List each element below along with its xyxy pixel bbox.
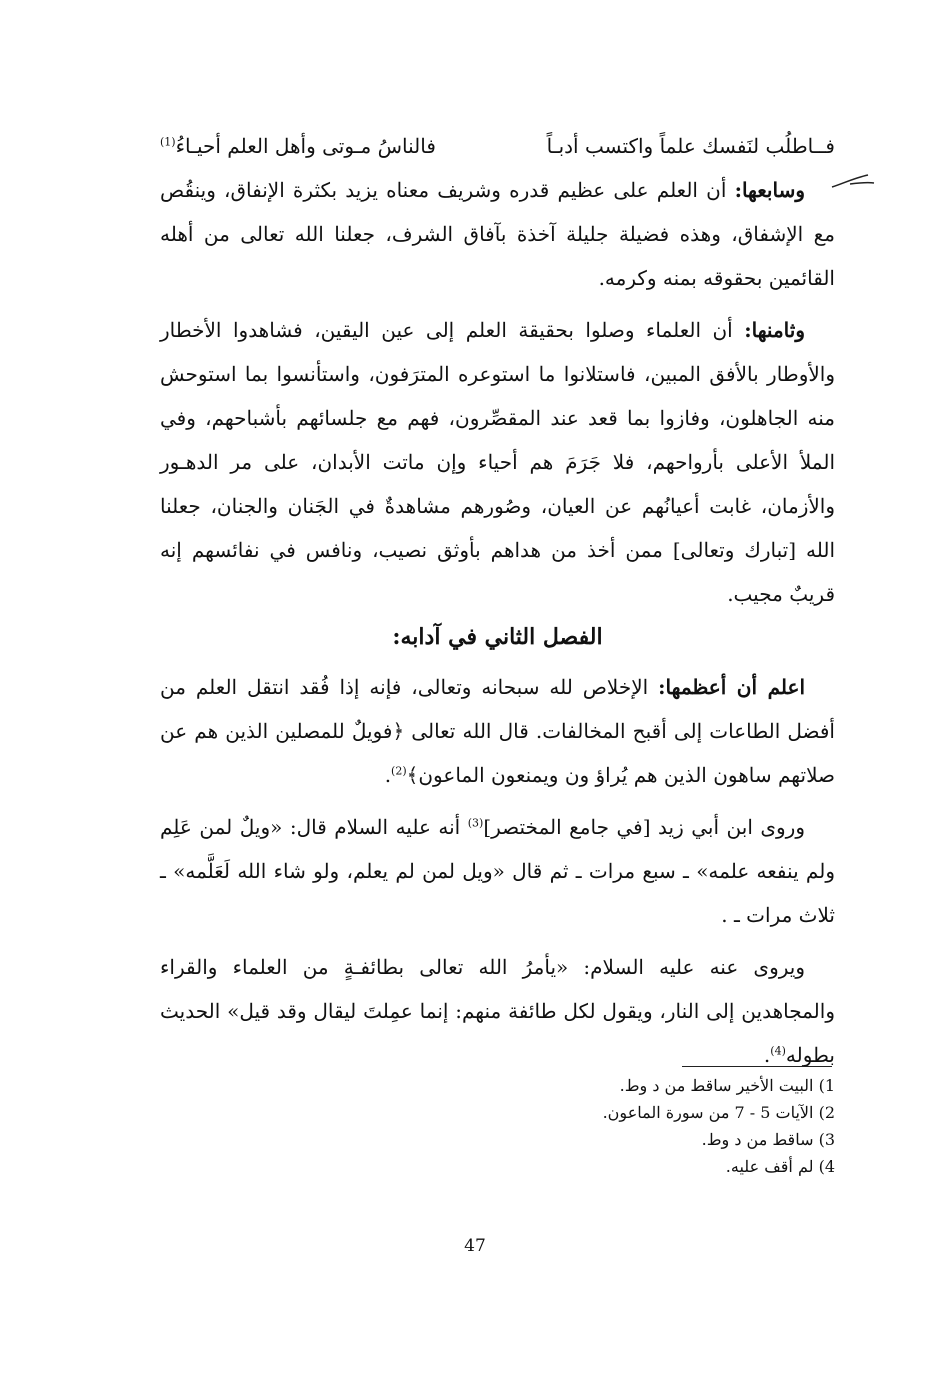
paragraph-ibn-abi-zayd xyxy=(160,805,835,937)
verse-left-text: فالناسُ مـوتى وأهل العلم أحيـاءُ xyxy=(175,134,436,158)
paragraph-sincerity-text: الإخلاص لله سبحانه وتعالى، فإنه إذا فُقد انتقل العلم من أفضل الطاعات إلى أقبح المخالفات. قال الله تعالى ﴿فويلٌ للمصلين الذين هم عن صلاتهم ساهون الذين هم يُراؤ ون ويمنعون الماعون﴾ xyxy=(160,675,835,787)
footnote-item: 1) البيت الأخير ساقط من د وط. xyxy=(619,1076,835,1095)
footnotes xyxy=(430,1072,835,1180)
footnote-ref-1: (1) xyxy=(160,135,176,149)
footnote-ref-3: (3) xyxy=(467,816,484,830)
footnote-item: 3) ساقط من د وط. xyxy=(701,1130,835,1149)
footnote-ref-4: (4) xyxy=(770,1044,786,1058)
footnote-ref-2: (2) xyxy=(391,764,407,778)
paragraph-ibn-abi-zayd-text-b: أنه عليه السلام قال: «ويلٌ لمن عَلِم ولم ينفعه علمه» ـ سبع مرات ـ ثم قال «ويل لمن لم يعلم، ولو شاء الله لَعَلَّمه» ـ ثلاث مرات ـ . xyxy=(160,815,835,927)
footnote-divider xyxy=(682,1066,832,1067)
paragraph-eighth-text: أن العلماء وصلوا بحقيقة العلم إلى عين اليقين، فشاهدوا الأخطار والأوطار بالأفق المبين، فاستلانوا ما استوعره المترَفون، واستأنسوا بما استوحش منه الجاهلون، وفازوا بما قعد عند المقصِّرون، فهم مع جلسائهم بأشباحهم، وفي الملأ الأعلى بأرواحهم، فلا جَرَمَ هم أحياء وإن ماتت الأبدان، على مر الدهـور والأزمان، غابت أعيانُهم عن العيان، وصُورهم مشاهدةٌ في الجَنان والجنان، جعلنا الله [تبارك وتعالى] ممن أخذ من هداهم بأوثق نصيب، ونافس في نفائسهم إنه قريبٌ مجيب. xyxy=(160,318,835,606)
footnote-item: 2) الآيات 5 - 7 من سورة الماعون. xyxy=(602,1103,835,1122)
section-two-body xyxy=(160,665,835,1085)
handwritten-margin-mark-icon xyxy=(828,171,898,195)
verse-right-hemistich: فــاطلُب لنَفسك علماً واكتسب أدبـاً xyxy=(546,134,835,158)
paragraph-sincerity: اعلم أن أعظمها: الإخلاص لله سبحانه وتعالى، فإنه إذا فُقد انتقل العلم من أفضل الطاعات إلى أقبح المخالفات. قال الله تعالى ﴿فويلٌ للمصلين الذين هم عن صلاتهم ساهون الذين هم يُراؤ ون ويمنعون الماعون﴾$^{(2)}$. xyxy=(160,675,835,787)
paragraph-eighth-lead: وثامنها: xyxy=(744,318,805,342)
poetry-verse xyxy=(160,124,835,168)
paragraph-hadith: ويروى عنه عليه السلام: «يأمرُ الله تعالى بطائفـةٍ من العلماء والقراء والمجاهدين إلى النار، ويقول لكل طائفة منهم: إنما عمِلتَ ليقال وقد قيل» الحديث بطوله$^{(4)}$. xyxy=(160,955,835,1067)
paragraph-eighth xyxy=(160,308,835,616)
footnote-item: 4) لم أقف عليه. xyxy=(725,1157,835,1176)
chapter-heading: الفصل الثاني في آدابه: xyxy=(392,624,603,650)
paragraph-seventh xyxy=(160,168,835,300)
section-one-body xyxy=(160,168,835,624)
verse-left-hemistich xyxy=(160,124,436,168)
page-number: 47 xyxy=(464,1236,486,1256)
paragraph-seventh-lead: وسابعها: xyxy=(734,178,805,202)
paragraph-sincerity-lead: اعلم أن أعظمها: xyxy=(658,675,806,699)
paragraph-hadith-text: ويروى عنه عليه السلام: «يأمرُ الله تعالى بطائفـةٍ من العلماء والقراء والمجاهدين إلى النار، ويقول لكل طائفة منهم: إنما عمِلتَ ليقال وقد قيل» الحديث بطوله xyxy=(160,955,835,1067)
paragraph-ibn-abi-zayd-text-a: وروى ابن أبي زيد [في جامع المختصر] xyxy=(483,815,805,839)
paragraph-seventh-text: أن العلم على عظيم قدره وشريف معناه يزيد بكثرة الإنفاق، وينقُص مع الإشفاق، وهذه فضيلة جليلة آخذة بآفاق الشرف، جعلنا الله تعالى من أهله القائمين بحقوقه بمنه وكرمه. xyxy=(160,178,835,290)
